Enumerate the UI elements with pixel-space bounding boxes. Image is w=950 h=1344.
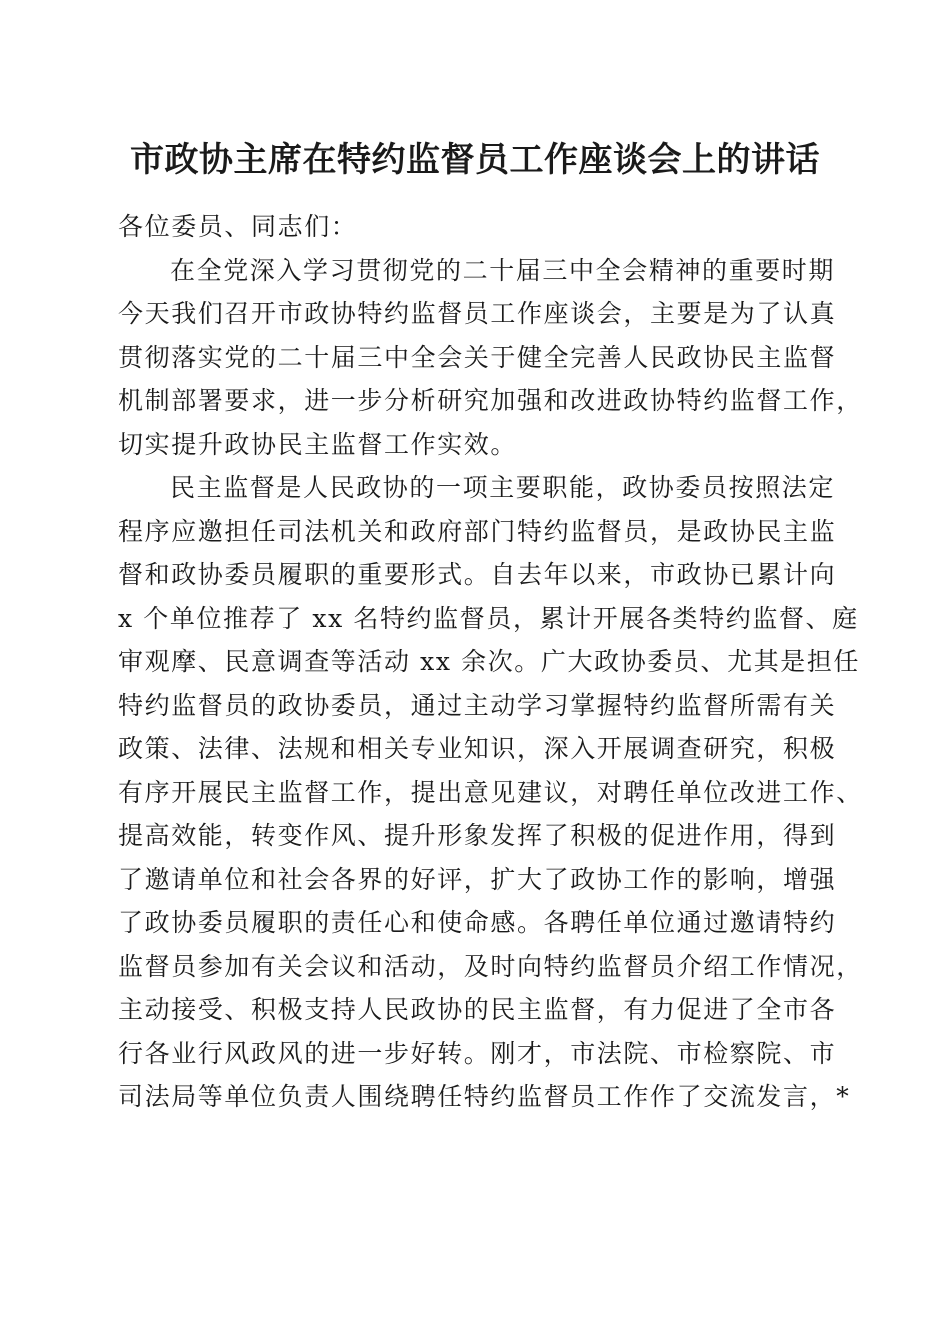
paragraph-line: 民主监督是人民政协的一项主要职能，政协委员按照法定	[170, 473, 836, 502]
paragraph-line: x 个单位推荐了 xx 名特约监督员，累计开展各类特约监督、庭	[118, 603, 859, 633]
document-title: 市政协主席在特约监督员工作座谈会上的讲话	[130, 140, 820, 180]
paragraph-line: 今天我们召开市政协特约监督员工作座谈会，主要是为了认真	[118, 299, 837, 328]
document-body	[118, 205, 863, 1119]
paragraph-line: 程序应邀担任司法机关和政府部门特约监督员，是政协民主监	[118, 516, 837, 546]
paragraph-line: 监督员参加有关会议和活动，及时向特约监督员介绍工作情况，	[118, 951, 863, 981]
paragraph-line: 提高效能，转变作风、提升形象发挥了积极的促进作用，得到	[118, 821, 837, 850]
paragraph-2	[118, 466, 863, 1119]
paragraph-line: 行各业行风政风的进一步好转。刚才，市法院、市检察院、市	[118, 1038, 837, 1068]
paragraph-line: 政策、法律、法规和相关专业知识，深入开展调查研究，积极	[118, 734, 837, 763]
paragraph-1	[118, 249, 863, 467]
paragraph-line: 切实提升政协民主监督工作实效。	[118, 429, 518, 459]
paragraph-line: 督和政协委员履职的重要形式。自去年以来，市政协已累计向	[118, 560, 837, 589]
paragraph-line: 有序开展民主监督工作，提出意见建议，对聘任单位改进工作、	[118, 777, 863, 807]
paragraph-line: 在全党深入学习贯彻党的二十届三中全会精神的重要时期	[170, 255, 836, 285]
paragraph-line: 机制部署要求，进一步分析研究加强和改进政协特约监督工作，	[118, 386, 863, 415]
paragraph-line: 了政协委员履职的责任心和使命感。各聘任单位通过邀请特约	[118, 908, 837, 937]
paragraph-line: 主动接受、积极支持人民政协的民主监督，有力促进了全市各	[118, 995, 837, 1024]
paragraph-line: 特约监督员的政协委员，通过主动学习掌握特约监督所需有关	[118, 690, 837, 720]
salutation: 各位委员、同志们：	[118, 212, 358, 241]
paragraph-line: 贯彻落实党的二十届三中全会关于健全完善人民政协民主监督	[118, 342, 837, 372]
paragraph-line: 审观摩、民意调查等活动 xx 余次。广大政协委员、尤其是担任	[118, 647, 861, 676]
paragraph-line: 司法局等单位负责人围绕聘任特约监督员工作作了交流发言，*	[118, 1082, 851, 1111]
paragraph-line: 了邀请单位和社会各界的好评，扩大了政协工作的影响，增强	[118, 864, 837, 894]
